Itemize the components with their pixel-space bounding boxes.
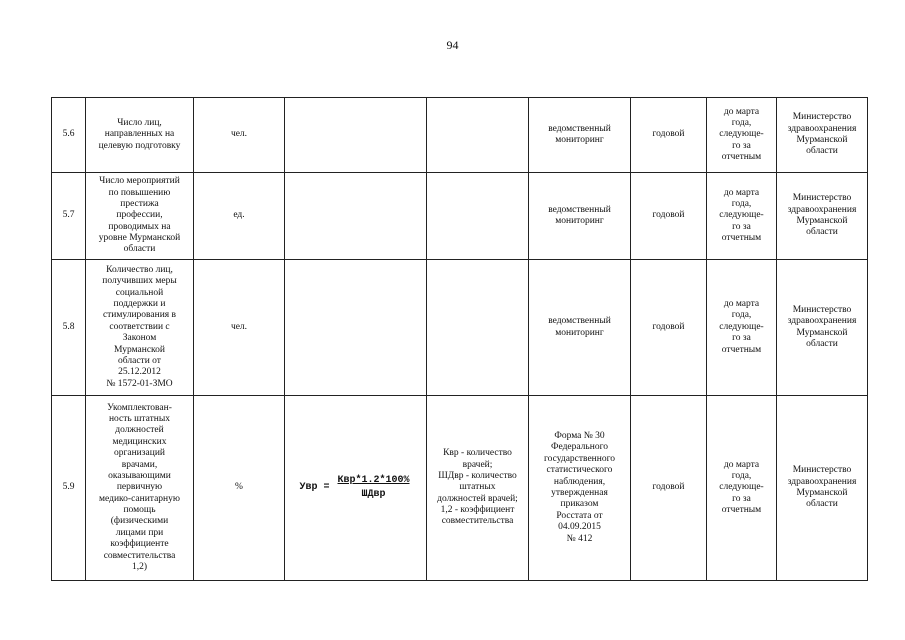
- table-row: [52, 260, 868, 396]
- unit-cell: чел.: [194, 260, 285, 396]
- data-source-cell: ведомственный мониторинг: [529, 173, 631, 260]
- row-number: 5.6: [52, 98, 86, 173]
- data-source-cell: ведомственный мониторинг: [529, 98, 631, 173]
- formula-lhs: Увр =: [299, 482, 330, 493]
- deadline-cell: до марта года, следующе- го за отчетным: [707, 173, 777, 260]
- responsible-cell: Министерство здравоохранения Мурманской области: [777, 98, 868, 173]
- row-number: 5.7: [52, 173, 86, 260]
- indicator-name: Укомплектован- ность штатных должностей медицинских организаций врачами, оказывающими первичную медико-санитарную помощь (физическими лицами при коэффициенте совместительства 1,2): [86, 396, 194, 581]
- formula-cell: [285, 173, 427, 260]
- table-row: [52, 396, 868, 581]
- components-cell: [427, 98, 529, 173]
- page-number: 94: [446, 38, 459, 52]
- row-number: 5.8: [52, 260, 86, 396]
- deadline-cell: до марта года, следующе- го за отчетным: [707, 260, 777, 396]
- indicator-name: Количество лиц, получивших меры социальной поддержки и стимулирования в соответствии с Законом Мурманской области от 25.12.2012 № 1572-01-ЗМО: [86, 260, 194, 396]
- formula-fraction: [336, 475, 412, 501]
- formula-cell: [285, 98, 427, 173]
- data-source-cell: Форма № 30 Федерального государственного статистического наблюдения, утвержденная приказом Росстата от 04.09.2015 № 412: [529, 396, 631, 581]
- formula-denominator: ШДвр: [361, 489, 386, 500]
- unit-cell: %: [194, 396, 285, 581]
- components-cell: [427, 173, 529, 260]
- data-source-cell: ведомственный мониторинг: [529, 260, 631, 396]
- formula: [287, 475, 424, 501]
- indicator-name: Число лиц, направленных на целевую подготовку: [86, 98, 194, 173]
- unit-cell: чел.: [194, 98, 285, 173]
- formula-numerator: Квр*1.2*100%: [337, 475, 410, 486]
- table-row: [52, 173, 868, 260]
- periodicity-cell: годовой: [631, 98, 707, 173]
- periodicity-cell: годовой: [631, 396, 707, 581]
- deadline-cell: до марта года, следующе- го за отчетным: [707, 98, 777, 173]
- table-row: [52, 98, 868, 173]
- components-cell: [427, 260, 529, 396]
- indicators-table: [51, 97, 868, 581]
- formula-cell: [285, 396, 427, 581]
- periodicity-cell: годовой: [631, 260, 707, 396]
- responsible-cell: Министерство здравоохранения Мурманской области: [777, 173, 868, 260]
- responsible-cell: Министерство здравоохранения Мурманской области: [777, 396, 868, 581]
- indicator-name: Число мероприятий по повышению престижа профессии, проводимых на уровне Мурманской области: [86, 173, 194, 260]
- unit-cell: ед.: [194, 173, 285, 260]
- deadline-cell: до марта года, следующе- го за отчетным: [707, 396, 777, 581]
- formula-cell: [285, 260, 427, 396]
- periodicity-cell: годовой: [631, 173, 707, 260]
- components-cell: Квр - количество врачей; ШДвр - количество штатных должностей врачей; 1,2 - коэффициент совместительства: [427, 396, 529, 581]
- row-number: 5.9: [52, 396, 86, 581]
- responsible-cell: Министерство здравоохранения Мурманской области: [777, 260, 868, 396]
